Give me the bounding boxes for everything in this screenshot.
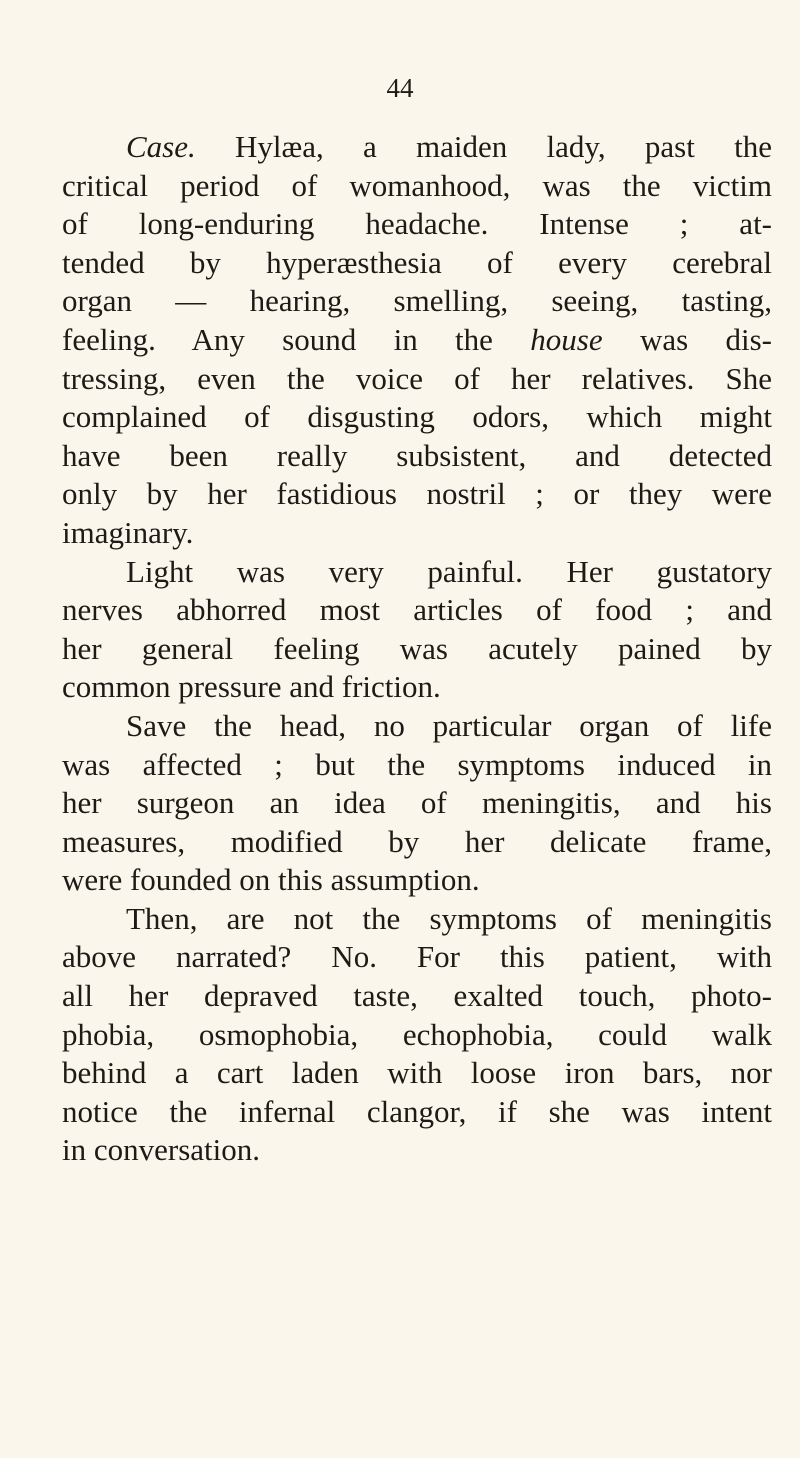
case-heading: Case.: [126, 129, 196, 164]
text-line: behind a cart laden with loose iron bars, nor: [62, 1055, 772, 1091]
body-text: [62, 128, 772, 1170]
text-line: have been really subsistent, and detected: [62, 437, 772, 473]
paragraph-4: [62, 900, 772, 1170]
text-line: nerves abhorred most articles of food ; and: [62, 592, 772, 628]
text-line: measures, modified by her delicate frame,: [62, 823, 772, 859]
text-line: Case. Hylæa, a maiden lady, past the: [126, 129, 772, 164]
page-number: 44: [386, 73, 414, 103]
text-line: tressing, even the voice of her relatives. She: [62, 360, 772, 396]
text-line: feeling. Any sound in the house was dis-: [62, 321, 772, 357]
text-line: complained of disgusting odors, which might: [62, 399, 772, 435]
text-line: organ — hearing, smelling, seeing, tasting,: [62, 283, 772, 319]
text-line: above narrated? No. For this patient, with: [62, 939, 772, 975]
paragraph-1: [62, 128, 772, 553]
text-line: common pressure and friction.: [62, 669, 441, 705]
text-line: imaginary.: [62, 514, 194, 550]
emphasis-house: house: [530, 321, 603, 357]
text-line: notice the infernal clangor, if she was intent: [62, 1093, 772, 1129]
text-line: critical period of womanhood, was the victim: [62, 167, 772, 203]
text-line: her surgeon an idea of meningitis, and his: [62, 785, 772, 821]
text-line: phobia, osmophobia, echophobia, could walk: [62, 1016, 772, 1052]
text-line: was affected ; but the symptoms induced in: [62, 746, 772, 782]
paragraph-2: [62, 553, 772, 707]
text-line: her general feeling was acutely pained by: [62, 630, 772, 666]
text-line: in conversation.: [62, 1132, 261, 1168]
text-line: all her depraved taste, exalted touch, photo-: [62, 978, 772, 1014]
paragraph-3: [62, 707, 772, 900]
text-line: tended by hyperæsthesia of every cerebral: [62, 244, 772, 280]
text-line: were founded on this assumption.: [62, 862, 480, 898]
text-line: Then, are not the symptoms of meningitis: [126, 900, 772, 936]
text-line: only by her fastidious nostril ; or they were: [62, 476, 772, 512]
text-line: Light was very painful. Her gustatory: [126, 553, 772, 589]
text-line: Save the head, no particular organ of life: [126, 707, 772, 743]
text-line: of long-enduring headache. Intense ; at-: [62, 206, 772, 242]
